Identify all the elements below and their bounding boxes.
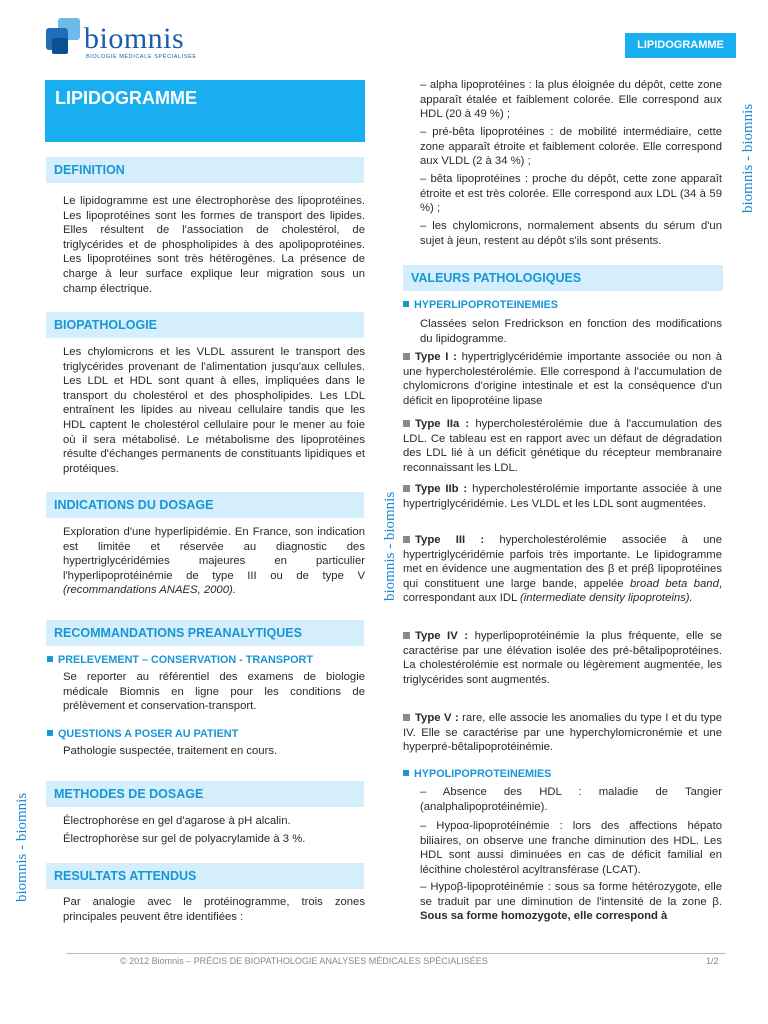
type-iii-italic-1: broad beta band	[630, 577, 719, 590]
square-bullet-icon	[47, 656, 53, 662]
definition-text: Le lipidogramme est une électrophorèse des lipoprotéines. Les lipoprotéines sont les formes de transport des lipides. Elles résultent de l'association de cholestérol, de triglycérides et de phospholipides à des apolipoprotéines. Les lipoprotéines sont très hétérogènes. La présence de charge à leur surface explique leur migration sous un champ électrique.	[63, 195, 365, 295]
section-methodes-heading: METHODES DE DOSAGE	[46, 781, 364, 807]
questions-text: Pathologie suspectée, traitement en cours.	[63, 745, 278, 757]
grey-square-bullet-icon	[403, 714, 410, 721]
logo-mark-dark	[52, 38, 68, 54]
resultats-text: Par analogie avec le protéinogramme, trois zones principales peuvent être identifiées :	[63, 896, 365, 923]
type-iv-item	[403, 629, 722, 687]
grey-square-bullet-icon	[403, 420, 410, 427]
subheading-prelevement	[47, 654, 313, 666]
type-iib-label: Type IIb :	[415, 483, 468, 495]
hypo-item-2: – Hypoα-lipoprotéinémie : lors des affections hépato biliaires, on observe une franche diminution des HDL. Les HDL sont aussi diminuées en cas de déficit familial en lécithine cholestérol acyltransférase (LCAT).	[420, 820, 722, 876]
subheading-hyper-label: HYPERLIPOPROTEINEMIES	[414, 299, 558, 311]
biopathologie-text: Les chylomicrons et les VLDL assurent le transport des triglycérides provenant de l'alimentation jusqu'aux cellules. Les LDL et HDL sont quant à elles, impliquées dans le transport du cholestérol et des phospholipides. Les LDL entraînent les lipides au niveau cellulaire tandis que les HDL captent le cholestérol cellulaire pour le mener au foie où il sera métabolisé. Le métabolisme des lipoprotéines résulte d'échanges permanents de constituants lipidiques et protéiques.	[63, 346, 365, 475]
type-v-item	[403, 711, 722, 755]
type-iii-after: , correspondant aux IDL	[403, 577, 722, 605]
indications-body: Exploration d'une hyperlipidémie. En France, son indication est limitée et réservée au diagnostic des hypertriglycéridémies majeures en particulier l'hyperlipoprotéinémie de type III ou de type V	[63, 526, 365, 582]
type-iib-item	[403, 482, 722, 511]
subheading-hypolipoproteinemies	[403, 768, 551, 780]
grey-square-bullet-icon	[403, 632, 410, 639]
grey-square-bullet-icon	[403, 485, 410, 492]
type-iii-label: Type III :	[415, 534, 485, 546]
type-iii-text: hypercholestérolémie associée à une hypertriglycéridémie parfois très importante. Le lipidogramme met en évidence une augmentation des β et préβ lipoprotéines qui constituent une large bande, appelée	[403, 534, 723, 590]
subheading-questions	[47, 728, 238, 740]
hypo-item-3-text: – Hypoβ-lipoprotéinémie : sous sa forme hétérozygote, elle se traduit par une diminution de l'intensité de la zone β.	[420, 881, 722, 908]
subheading-hypo-label: HYPOLIPOPROTEINEMIES	[414, 768, 552, 780]
document-tag: LIPIDOGRAMME	[625, 33, 736, 58]
title-box	[45, 80, 365, 142]
type-iia-item	[403, 417, 722, 475]
type-iib-text: hypercholestérolémie importante associée à une hypertriglycéridémie. Les VLDL et les LDL sont augmentées.	[403, 483, 723, 510]
type-v-label: Type V :	[415, 712, 459, 724]
side-watermark-middle: biomnis - biomnis	[382, 491, 398, 601]
methodes-line-2: Électrophorèse sur gel de polyacrylamide à 3 %.	[63, 833, 306, 845]
grey-square-bullet-icon	[403, 353, 410, 360]
section-valeurs-heading: VALEURS PATHOLOGIQUES	[403, 265, 723, 291]
hyper-intro: Classées selon Fredrickson en fonction des modifications du lipidogramme.	[420, 318, 722, 345]
subheading-prelevement-label: PRELEVEMENT – CONSERVATION - TRANSPORT	[58, 654, 313, 666]
side-watermark-bottom: biomnis - biomnis	[14, 792, 30, 902]
square-bullet-icon	[403, 301, 409, 307]
fraction-alpha: – alpha lipoprotéines : la plus éloignée du dépôt, cette zone apparaît étalée et faiblement colorée. Elle correspond aux HDL (20 à 49 %) ;	[420, 79, 722, 121]
grey-square-bullet-icon	[403, 536, 410, 543]
section-definition-heading: DEFINITION	[46, 157, 364, 183]
type-iia-text: hypercholestérolémie due à l'accumulation des LDL. Ce tableau est en rapport avec un défaut de dégradation des LDL lié à un déficit génétique du récepteur membranaire reconnaissant les LDL.	[403, 418, 722, 474]
type-iia-label: Type IIa :	[415, 418, 470, 430]
footer-divider	[66, 953, 726, 954]
fraction-chylomicrons: – les chylomicrons, normalement absents du sérum d'un sujet à jeun, restent au dépôt s'ils sont présents.	[420, 220, 722, 247]
type-i-label: Type I :	[415, 351, 457, 363]
type-v-text: rare, elle associe les anomalies du type I et du type IV. Elle se caractérise par une hyperchylomicronémie et une hyperpré-bêtalipoprotéinémie.	[403, 712, 723, 754]
subheading-hyperlipoproteinemies	[403, 299, 558, 311]
prelevement-text: Se reporter au référentiel des examens de biologie médicale Biomnis en ligne pour les conditions de prélèvement et conservation-transport.	[63, 671, 365, 713]
type-i-text: hypertriglycéridémie importante associée ou non à une hypercholestérolémie. Elle correspond à l'accumulation de chylomicrons d'origine intestinale et est la conséquence d'un déficit en lipoprotéine lipase	[403, 351, 722, 407]
indications-text	[63, 525, 365, 598]
square-bullet-icon	[47, 730, 53, 736]
subheading-questions-label: QUESTIONS A POSER AU PATIENT	[58, 728, 239, 740]
section-resultats-heading: RESULTATS ATTENDUS	[46, 863, 364, 889]
hypo-item-1: – Absence des HDL : maladie de Tangier (analphalipoprotéinémie).	[420, 786, 722, 813]
type-iii-italic-2: (intermediate density lipoproteins).	[520, 592, 693, 605]
footer-text: © 2012 Biomnis – PRÉCIS DE BIOPATHOLOGIE ANALYSES MÉDICALES SPÉCIALISÉES	[120, 956, 488, 966]
type-i-item	[403, 350, 722, 408]
indications-reference: (recommandations ANAES, 2000).	[63, 584, 236, 597]
side-watermark-top: biomnis - biomnis	[740, 103, 756, 213]
type-iv-text: hyperlipoprotéinémie la plus fréquente, elle se caractérise par une élévation isolée des pré-bêtalipoprotéines. La cholestérolémie est normale ou légèrement augmentée, les triglycérides sont augmentés.	[403, 630, 722, 686]
methodes-line-1: Électrophorèse en gel d'agarose à pH alcalin.	[63, 815, 291, 827]
hypo-item-3-bold: Sous sa forme homozygote, elle correspond à	[420, 910, 668, 923]
logo-subtitle: BIOLOGIE MÉDICALE SPÉCIALISÉE	[86, 54, 197, 60]
hypo-item-3	[420, 880, 722, 924]
type-iii-item	[403, 533, 722, 606]
page-title: LIPIDOGRAMME	[55, 88, 197, 108]
square-bullet-icon	[403, 770, 409, 776]
section-preanalytiques-heading: RECOMMANDATIONS PREANALYTIQUES	[46, 620, 364, 646]
logo-text: biomnis	[84, 22, 185, 55]
page-number: 1/2	[706, 956, 719, 966]
section-indications-heading: INDICATIONS DU DOSAGE	[46, 492, 364, 518]
section-biopathologie-heading: BIOPATHOLOGIE	[46, 312, 364, 338]
type-iv-label: Type IV :	[415, 630, 469, 642]
fraction-prebeta: – pré-bêta lipoprotéines : de mobilité intermédiaire, cette zone apparaît étroite et faiblement colorée. Elle correspond aux VLDL (2 à 34 %) ;	[420, 126, 722, 168]
fraction-beta: – bêta lipoprotéines : proche du dépôt, cette zone apparaît étroite et est très colorée. Elle correspond aux LDL (34 à 59 %) ;	[420, 173, 722, 215]
